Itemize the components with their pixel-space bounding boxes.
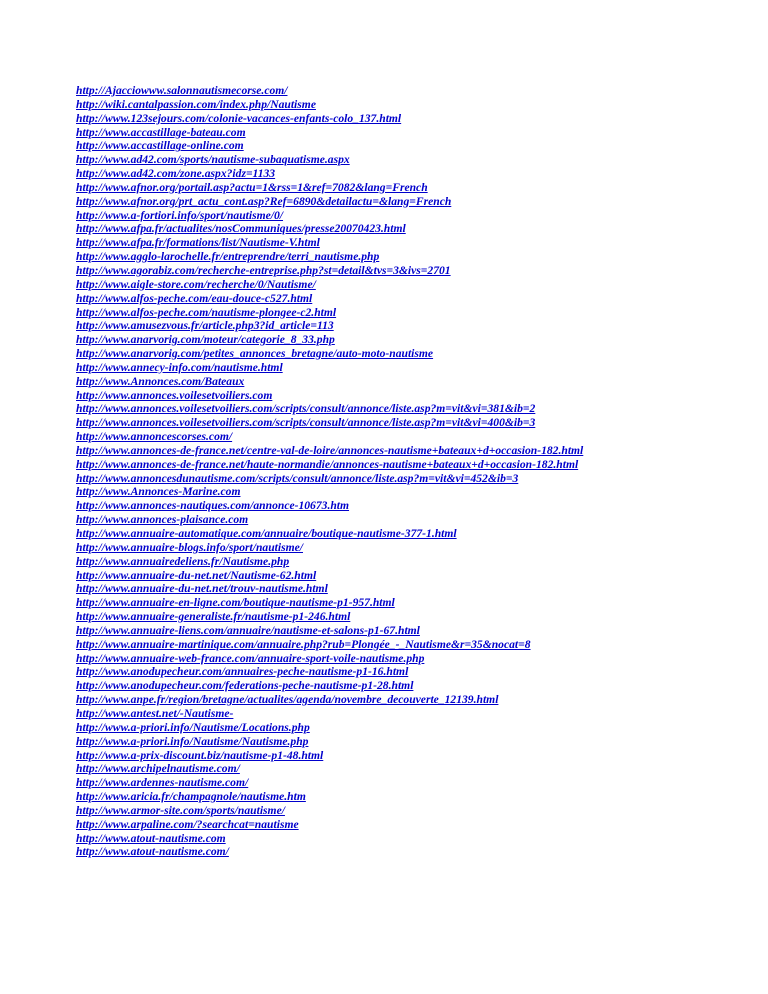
- url-link[interactable]: http://www.anpe.fr/region/bretagne/actualites/agenda/novembre_decouverte_12139.html: [76, 693, 499, 707]
- url-link[interactable]: http://www.annonces-de-france.net/haute-normandie/annonces-nautisme+bateaux+d+occasion-182.html: [76, 457, 579, 471]
- list-item: [76, 775, 756, 789]
- url-link[interactable]: http://www.aricia.fr/champagnole/nautisme.htm: [76, 790, 306, 804]
- url-link[interactable]: http://www.annoncescorses.com/: [76, 430, 233, 444]
- list-item: [76, 554, 756, 568]
- list-item: [76, 332, 756, 346]
- list-item: [76, 415, 756, 429]
- list-item: [76, 235, 756, 249]
- url-link[interactable]: http://www.amusezvous.fr/article.php3?id_article=113: [76, 319, 334, 333]
- list-item: [76, 166, 756, 180]
- list-item: [76, 484, 756, 498]
- url-link[interactable]: http://www.annonces.voilesetvoiliers.com/scripts/consult/annonce/liste.asp?m=vit&vi=381&ib=2: [76, 402, 536, 416]
- list-item: [76, 720, 756, 734]
- list-item: [76, 249, 756, 263]
- list-item: [76, 111, 756, 125]
- list-item: [76, 498, 756, 512]
- url-link[interactable]: http://www.annonces.voilesetvoiliers.com: [76, 388, 273, 402]
- url-link[interactable]: http://www.annuaire-du-net.net/Nautisme-62.html: [76, 568, 317, 582]
- url-link[interactable]: http://www.arpaline.com/?searchcat=nautisme: [76, 817, 299, 831]
- list-item: [76, 125, 756, 139]
- list-item: [76, 401, 756, 415]
- list-item: [76, 180, 756, 194]
- list-item: [76, 748, 756, 762]
- list-item: [76, 623, 756, 637]
- list-item: [76, 194, 756, 208]
- url-link[interactable]: http://www.annuaire-web-france.com/annuaire-sport-voile-nautisme.php: [76, 651, 425, 665]
- list-item: [76, 526, 756, 540]
- list-item: [76, 831, 756, 845]
- list-item: [76, 692, 756, 706]
- url-link[interactable]: http://www.anarvorig.com/petites_annonces_bretagne/auto-moto-nautisme: [76, 347, 434, 361]
- url-link[interactable]: http://www.armor-site.com/sports/nautisme/: [76, 803, 285, 817]
- url-link[interactable]: http://www.annuaire-martinique.com/annuaire.php?rub=Plongée_-_Nautisme&r=35&nocat=8: [76, 637, 531, 651]
- list-item: [76, 429, 756, 443]
- url-link[interactable]: http://www.afnor.org/prt_actu_cont.asp?Ref=6890&detailactu=&lang=French: [76, 194, 452, 208]
- list-item: [76, 817, 756, 831]
- url-link[interactable]: http://www.aigle-store.com/recherche/0/Nautisme/: [76, 277, 316, 291]
- list-item: [76, 734, 756, 748]
- url-link[interactable]: http://www.a-prix-discount.biz/nautisme-p1-48.html: [76, 748, 324, 762]
- url-link[interactable]: http://www.annonces.voilesetvoiliers.com/scripts/consult/annonce/liste.asp?m=vit&vi=400&ib=3: [76, 416, 536, 430]
- list-item: [76, 568, 756, 582]
- url-link[interactable]: http://www.annonces-nautiques.com/annonce-10673.htm: [76, 499, 350, 513]
- url-link[interactable]: http://www.annonces-plaisance.com: [76, 513, 249, 527]
- list-item: [76, 83, 756, 97]
- url-link[interactable]: http://wiki.cantalpassion.com/index.php/Nautisme: [76, 97, 316, 111]
- list-item: [76, 318, 756, 332]
- url-link[interactable]: http://www.agorabiz.com/recherche-entreprise.php?st=detail&tvs=3&ivs=2701: [76, 263, 451, 277]
- list-item: [76, 208, 756, 222]
- list-item: [76, 152, 756, 166]
- list-item: [76, 138, 756, 152]
- list-item: [76, 291, 756, 305]
- url-link[interactable]: http://www.archipelnautisme.com/: [76, 762, 240, 776]
- list-item: [76, 789, 756, 803]
- link-list: [76, 83, 756, 858]
- list-item: [76, 457, 756, 471]
- list-item: [76, 346, 756, 360]
- url-link[interactable]: http://www.annecy-info.com/nautisme.html: [76, 360, 283, 374]
- list-item: [76, 277, 756, 291]
- url-link[interactable]: http://www.atout-nautisme.com/: [76, 845, 229, 859]
- url-link[interactable]: http://www.afpa.fr/actualites/nosCommuniques/presse20070423.html: [76, 222, 406, 236]
- url-link[interactable]: http://www.annuaire-en-ligne.com/boutique-nautisme-p1-957.html: [76, 596, 395, 610]
- document-page: [76, 83, 756, 858]
- list-item: [76, 443, 756, 457]
- list-item: [76, 844, 756, 858]
- url-link[interactable]: http://www.ad42.com/sports/nautisme-subaquatisme.aspx: [76, 153, 350, 167]
- url-link[interactable]: http://www.afpa.fr/formations/list/Nautisme-V.html: [76, 236, 320, 250]
- url-link[interactable]: http://www.annuairedeliens.fr/Nautisme.php: [76, 554, 290, 568]
- url-link[interactable]: http://www.atout-nautisme.com: [76, 831, 226, 845]
- list-item: [76, 305, 756, 319]
- url-link[interactable]: http://www.anodupecheur.com/annuaires-peche-nautisme-p1-16.html: [76, 665, 409, 679]
- list-item: [76, 581, 756, 595]
- list-item: [76, 706, 756, 720]
- list-item: [76, 374, 756, 388]
- url-link[interactable]: http://www.annuaire-generaliste.fr/nautisme-p1-246.html: [76, 610, 351, 624]
- url-link[interactable]: http://www.annuaire-automatique.com/annuaire/boutique-nautisme-377-1.html: [76, 527, 457, 540]
- url-link[interactable]: http://www.ardennes-nautisme.com/: [76, 776, 249, 790]
- url-link[interactable]: http://www.antest.net/-Nautisme-: [76, 706, 234, 720]
- list-item: [76, 761, 756, 775]
- list-item: [76, 512, 756, 526]
- url-link[interactable]: http://www.annuaire-liens.com/annuaire/nautisme-et-salons-p1-67.html: [76, 623, 420, 637]
- list-item: [76, 803, 756, 817]
- url-link[interactable]: http://www.alfos-peche.com/eau-douce-c527.html: [76, 291, 313, 305]
- list-item: [76, 609, 756, 623]
- url-link[interactable]: http://www.accastillage-online.com: [76, 139, 244, 153]
- list-item: [76, 471, 756, 485]
- url-link[interactable]: http://www.anarvorig.com/moteur/categorie_8_33.php: [76, 333, 335, 347]
- url-link[interactable]: http://www.accastillage-bateau.com: [76, 125, 246, 139]
- list-item: [76, 263, 756, 277]
- url-link[interactable]: http://www.a-fortiori.info/sport/nautisme/0/: [76, 208, 284, 222]
- list-item: [76, 540, 756, 554]
- url-link[interactable]: http://www.a-priori.info/Nautisme/Nautisme.php: [76, 734, 309, 748]
- list-item: [76, 221, 756, 235]
- list-item: [76, 664, 756, 678]
- url-link[interactable]: http://www.annuaire-blogs.info/sport/nautisme/: [76, 540, 303, 554]
- url-link[interactable]: http://www.a-priori.info/Nautisme/Locations.php: [76, 720, 310, 734]
- url-link[interactable]: http://www.anodupecheur.com/federations-peche-nautisme-p1-28.html: [76, 679, 414, 693]
- url-link[interactable]: http://www.Annonces-Marine.com: [76, 485, 241, 499]
- url-link[interactable]: http://www.annoncesdunautisme.com/scripts/consult/annonce/liste.asp?m=vit&vi=452&ib=3: [76, 471, 519, 485]
- url-link[interactable]: http://www.alfos-peche.com/nautisme-plongee-c2.html: [76, 305, 337, 319]
- url-link[interactable]: http://www.annuaire-du-net.net/trouv-nautisme.html: [76, 582, 328, 596]
- list-item: [76, 595, 756, 609]
- url-link[interactable]: http://www.123sejours.com/colonie-vacances-enfants-colo_137.html: [76, 111, 402, 125]
- url-link[interactable]: http://Ajacciowww.salonnautismecorse.com/: [76, 84, 288, 97]
- list-item: [76, 360, 756, 374]
- list-item: [76, 637, 756, 651]
- list-item: [76, 388, 756, 402]
- url-link[interactable]: http://www.agglo-larochelle.fr/entreprendre/terri_nautisme.php: [76, 250, 380, 264]
- url-link[interactable]: http://www.annonces-de-france.net/centre-val-de-loire/annonces-nautisme+bateaux+d+occasion-182.html: [76, 443, 584, 457]
- url-link[interactable]: http://www.afnor.org/portail.asp?actu=1&rss=1&ref=7082&lang=French: [76, 180, 428, 194]
- url-link[interactable]: http://www.Annonces.com/Bateaux: [76, 374, 245, 388]
- url-link[interactable]: http://www.ad42.com/zone.aspx?idz=1133: [76, 167, 276, 181]
- list-item: [76, 97, 756, 111]
- list-item: [76, 678, 756, 692]
- list-item: [76, 651, 756, 665]
